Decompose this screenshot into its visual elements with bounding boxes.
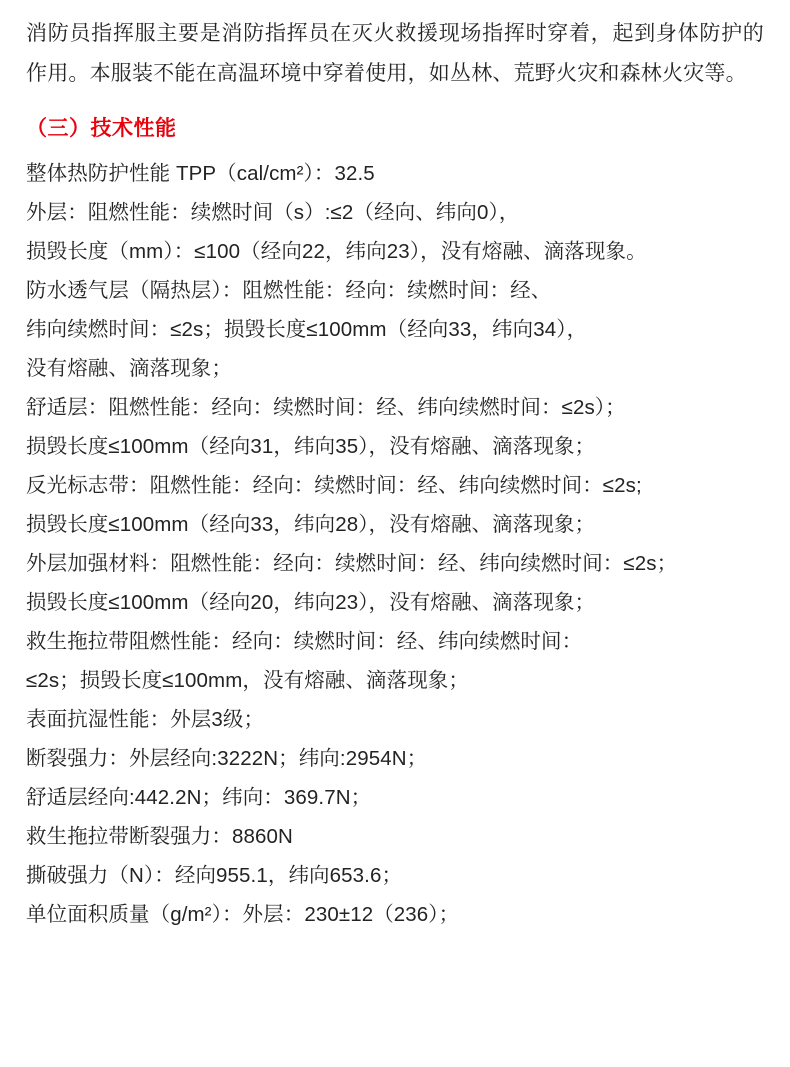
spec-line: 反光标志带：阻燃性能：经向：续燃时间：经、纬向续燃时间：≤2s; — [26, 474, 642, 497]
spec-line: 损毁长度（mm）：≤100（经向22，纬向23），没有熔融、滴落现象。 — [26, 240, 647, 263]
spec-line: 救生拖拉带阻燃性能：经向：续燃时间：经、纬向续燃时间： — [26, 630, 583, 653]
spec-line: 纬向续燃时间：≤2s；损毁长度≤100mm（经向33，纬向34）， — [26, 318, 588, 341]
spec-line: 断裂强力：外层经向:3222N；纬向:2954N； — [26, 747, 428, 770]
spec-line: 损毁长度≤100mm（经向31，纬向35），没有熔融、滴落现象； — [26, 435, 596, 458]
spec-line: 撕破强力（N）：经向955.1，纬向653.6； — [26, 864, 403, 887]
spec-line: 表面抗湿性能：外层3级； — [26, 708, 265, 731]
spec-line: 没有熔融、滴落现象； — [26, 357, 232, 380]
spec-line: 舒适层：阻燃性能：经向：续燃时间：经、纬向续燃时间：≤2s）； — [26, 396, 626, 419]
spec-line: 整体热防护性能 TPP（cal/cm²）：32.5 — [26, 162, 375, 185]
technical-spec-list — [26, 154, 764, 934]
intro-paragraph: 消防员指挥服主要是消防指挥员在灭火救援现场指挥时穿着，起到身体防护的作用。本服装不能在高温环境中穿着使用，如丛林、荒野火灾和森林火灾等。 — [26, 22, 764, 85]
spec-line: 损毁长度≤100mm（经向33，纬向28），没有熔融、滴落现象； — [26, 513, 596, 536]
spec-line: 救生拖拉带断裂强力：8860N — [26, 825, 293, 848]
section-heading: （三）技术性能 — [26, 117, 177, 140]
spec-line: 防水透气层（隔热层）：阻燃性能：经向：续燃时间：经、 — [26, 279, 552, 302]
spec-line: 损毁长度≤100mm（经向20，纬向23），没有熔融、滴落现象； — [26, 591, 596, 614]
spec-line: ≤2s；损毁长度≤100mm，没有熔融、滴落现象； — [26, 669, 470, 692]
spec-line: 舒适层经向:442.2N；纬向：369.7N； — [26, 786, 372, 809]
spec-line: 单位面积质量（g/m²）：外层：230±12（236）； — [26, 903, 460, 926]
spec-line: 外层：阻燃性能：续燃时间（s）:≤2（经向、纬向0）， — [26, 201, 520, 224]
spec-line: 外层加强材料：阻燃性能：经向：续燃时间：经、纬向续燃时间：≤2s； — [26, 552, 678, 575]
